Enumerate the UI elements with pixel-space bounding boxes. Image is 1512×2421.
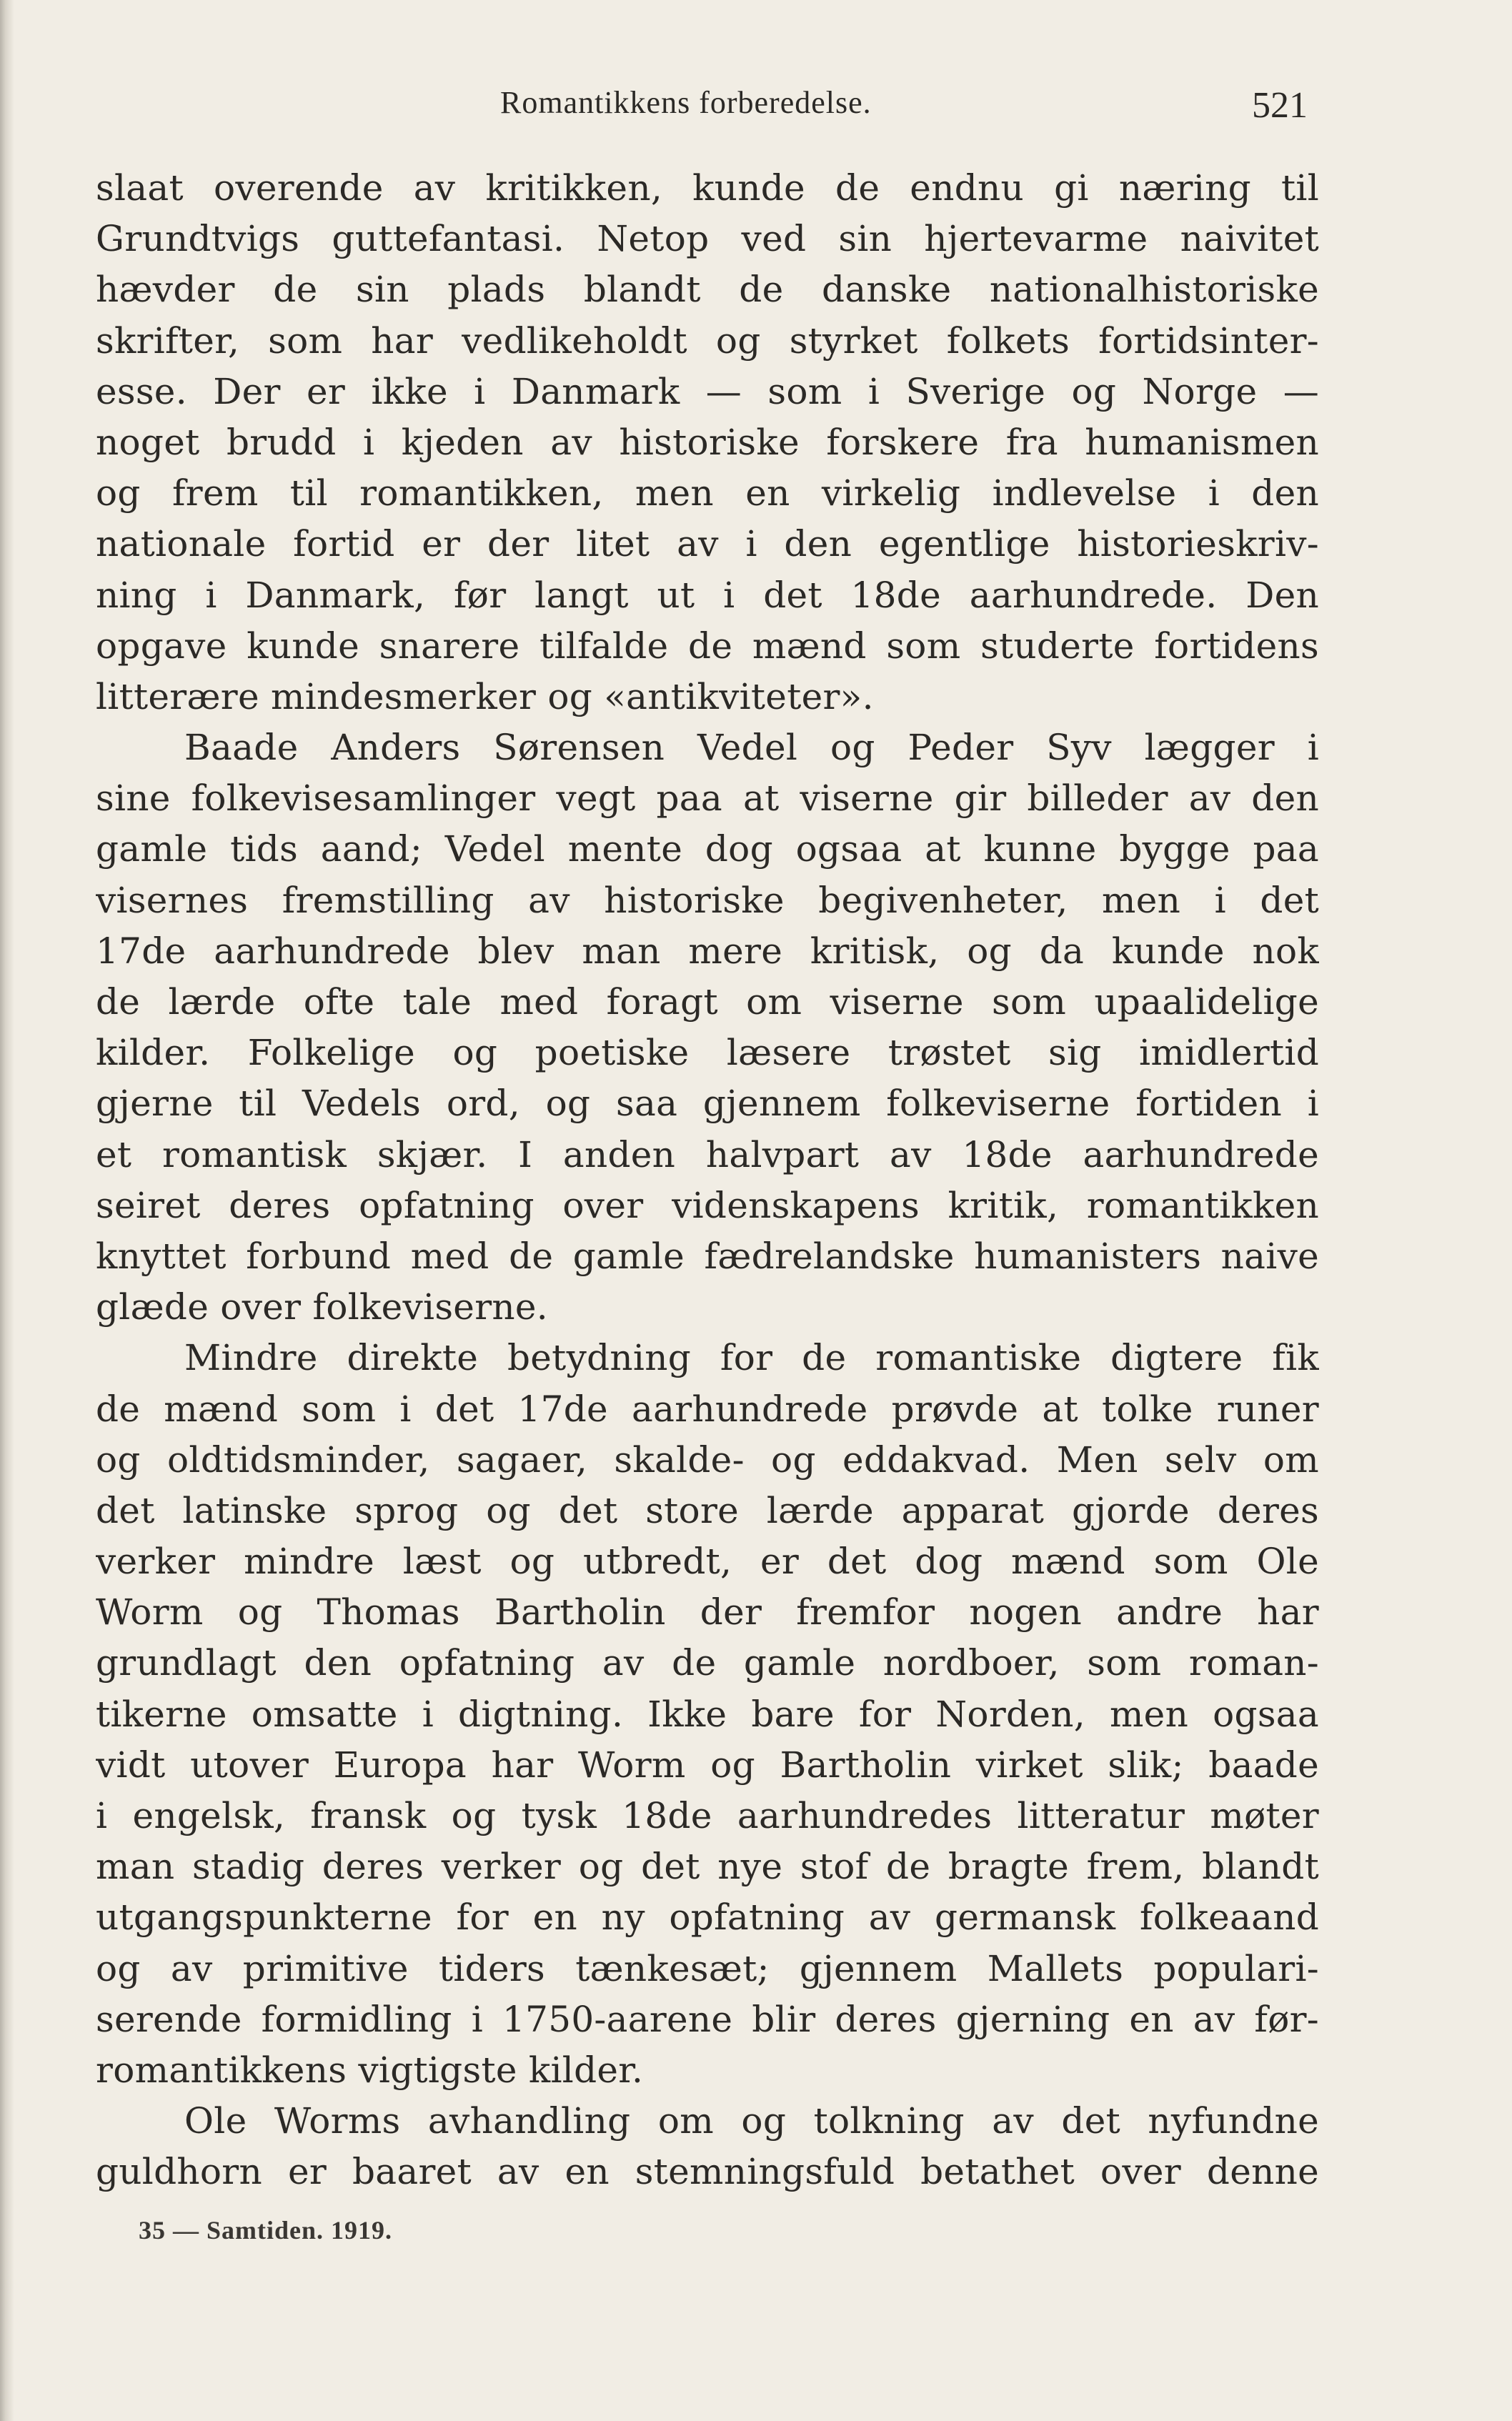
text-line: ning i Danmark, før langt ut i det 18de aarhundrede. Den (96, 574, 1319, 616)
text-line: guldhorn er baaret av en stemningsfuld betathet over denne (96, 2151, 1319, 2193)
text-line: Mindre direkte betydning for de romantiske digtere fik (184, 1337, 1319, 1379)
text-line: og frem til romantikken, men en virkelig indlevelse i den (96, 472, 1319, 514)
text-line: noget brudd i kjeden av historiske forskere fra humanismen (96, 421, 1319, 463)
text-line: hævder de sin plads blandt de danske nationalhistoriske (96, 269, 1319, 311)
text-line: vidt utover Europa har Worm og Bartholin virket slik; baade (96, 1744, 1319, 1786)
text-line: nationale fortid er der litet av i den egentlige historieskriv- (96, 523, 1319, 565)
text-line: man stadig deres verker og det nye stof de bragte frem, blandt (96, 1846, 1319, 1888)
text-line: utgangspunkterne for en ny opfatning av germansk folkeaand (96, 1896, 1319, 1939)
text-line: de mænd som i det 17de aarhundrede prøvde at tolke runer (96, 1388, 1319, 1430)
text-line: Worm og Thomas Bartholin der fremfor nogen andre har (96, 1591, 1319, 1634)
text-line: sine folkevisesamlinger vegt paa at viserne gir billeder av den (96, 777, 1319, 820)
text-line: et romantisk skjær. I anden halvpart av 18de aarhundrede (96, 1133, 1319, 1175)
text-line: Baade Anders Sørensen Vedel og Peder Syv lægger i (184, 727, 1319, 769)
text-line: og av primitive tiders tænkesæt; gjennem Mallets populari- (96, 1947, 1319, 1989)
text-line: opgave kunde snarere tilfalde de mænd som studerte fortidens (96, 625, 1319, 667)
text-line: serende formidling i 1750-aarene blir deres gjerning en av før- (96, 1998, 1319, 2040)
text-line: seiret deres opfatning over videnskapens kritik, romantikken (96, 1184, 1319, 1226)
text-line: gamle tids aand; Vedel mente dog ogsaa at kunne bygge paa (96, 828, 1319, 870)
signature-mark: 35 — Samtiden. 1919. (139, 2216, 393, 2244)
text-line: grundlagt den opfatning av de gamle nordboer, som roman- (96, 1642, 1319, 1684)
text-line: og oldtidsminder, sagaer, skalde- og eddakvad. Men selv om (96, 1438, 1319, 1481)
text-line: tikerne omsatte i digtning. Ikke bare for Norden, men ogsaa (96, 1693, 1319, 1735)
text-line: kilder. Folkelige og poetiske læsere trøstet sig imidlertid (96, 1032, 1319, 1074)
text-line: skrifter, som har vedlikeholdt og styrket folkets fortidsinter- (96, 319, 1319, 362)
text-line: de lærde ofte tale med foragt om viserne som upaalidelige (96, 981, 1319, 1023)
text-line: Ole Worms avhandling om og tolkning av det nyfundne (184, 2100, 1319, 2142)
text-line: gjerne til Vedels ord, og saa gjennem folkeviserne fortiden i (96, 1083, 1319, 1125)
text-line: det latinske sprog og det store lærde apparat gjorde deres (96, 1489, 1319, 1531)
running-head: Romantikkens forberedelse. (500, 85, 872, 120)
text-line: verker mindre læst og utbredt, er det dog mænd som Ole (96, 1541, 1319, 1583)
text-line: visernes fremstilling av historiske begivenheter, men i det (96, 879, 1319, 921)
text-line: litterære mindesmerker og «antikviteter». (96, 675, 874, 717)
page-number: 521 (1252, 85, 1308, 126)
text-line: slaat overende av kritikken, kunde de endnu gi næring til (96, 167, 1319, 209)
page-gutter-shadow (0, 0, 14, 2421)
text-line: esse. Der er ikke i Danmark — som i Sverige og Norge — (96, 370, 1319, 412)
text-line: Grundtvigs guttefantasi. Netop ved sin hjertevarme naivitet (96, 218, 1319, 260)
text-line: 17de aarhundrede blev man mere kritisk, og da kunde nok (96, 930, 1319, 972)
text-line: glæde over folkeviserne. (96, 1286, 548, 1328)
text-line: knyttet forbund med de gamle fædrelandske humanisters naive (96, 1235, 1319, 1277)
text-line: i engelsk, fransk og tysk 18de aarhundredes litteratur møter (96, 1795, 1319, 1836)
text-line: romantikkens vigtigste kilder. (96, 2049, 644, 2091)
body-text (96, 163, 1319, 2198)
